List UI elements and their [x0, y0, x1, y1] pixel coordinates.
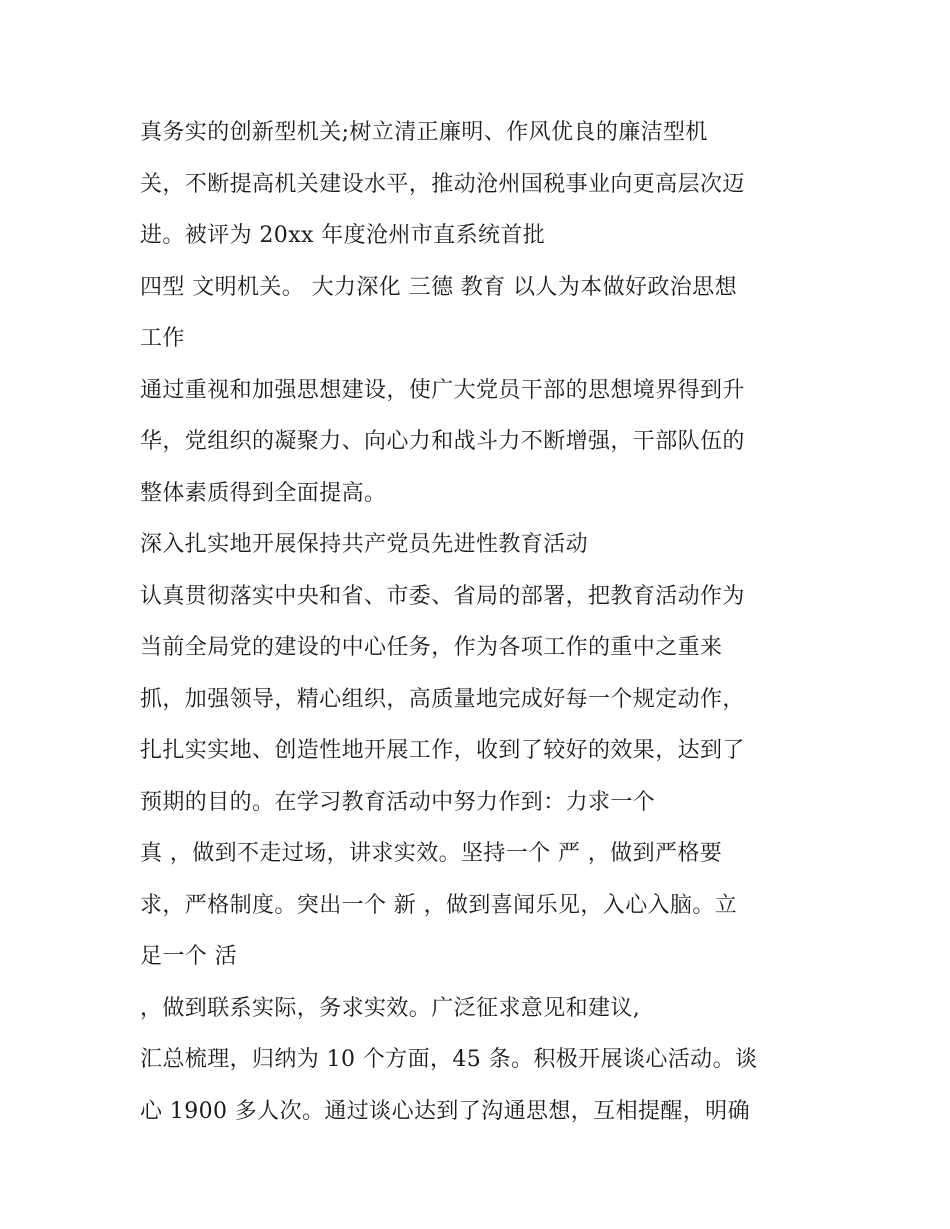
text-line: 心 1900 多人次。通过谈心达到了沟通思想，互相提醒，明确: [140, 1098, 750, 1124]
text-line: 整体素质得到全面提高。: [140, 480, 387, 506]
text-line: 关，不断提高机关建设水平，推动沧州国税事业向更高层次迈: [140, 171, 745, 197]
text-line: 真 ，做到不走过场，讲求实效。坚持一个 严 ，做到严格要: [140, 841, 723, 866]
text-line: 真务实的创新型机关;树立清正廉明、作风优良的廉洁型机: [140, 120, 708, 145]
text-line: 求，严格制度。突出一个 新 ，做到喜闻乐见，入心入脑。立: [140, 892, 738, 918]
text-line: 扎扎实实地、创造性地开展工作，收到了较好的效果，达到了: [140, 738, 745, 763]
text-line: 认真贯彻落实中央和省、市委、省局的部署，把教育活动作为: [140, 583, 745, 609]
text-line: ，做到联系实际，务求实效。广泛征求意见和建议,: [140, 995, 641, 1021]
text-line: 汇总梳理，归纳为 10 个方面，45 条。积极开展谈心活动。谈: [140, 1047, 758, 1072]
text-line: 足一个 活: [140, 944, 237, 969]
text-line: 工作: [140, 326, 185, 351]
text-line: 当前全局党的建设的中心任务，作为各项工作的重中之重来: [140, 635, 723, 660]
body-text: [140, 107, 830, 1137]
text-line: 抓，加强领导，精心组织，高质量地完成好每一个规定动作，: [140, 686, 745, 712]
text-line: 预期的目的。在学习教育活动中努力作到：力求一个: [140, 789, 656, 815]
section-heading: 深入扎实地开展保持共产党员先进性教育活动: [140, 532, 589, 557]
text-line: 四型 文明机关。 大力深化 三德 教育 以人为本做好政治思想: [140, 274, 737, 300]
text-line: 华，党组织的凝聚力、向心力和战斗力不断增强，干部队伍的: [140, 429, 745, 454]
text-line: 进。被评为 20xx 年度沧州市直系统首批: [140, 223, 546, 248]
text-line: 通过重视和加强思想建设，使广大党员干部的思想境界得到升: [140, 377, 745, 403]
